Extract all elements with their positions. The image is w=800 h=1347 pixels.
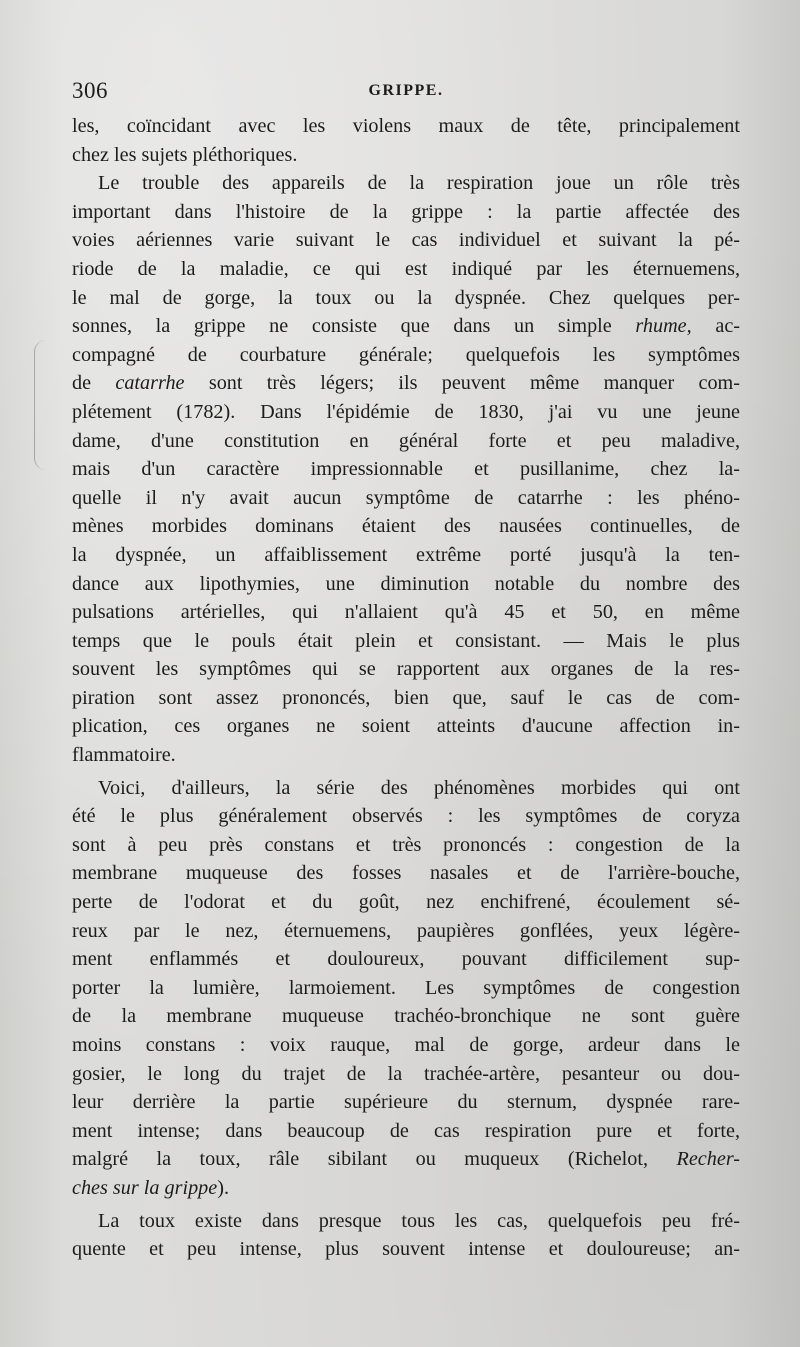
paragraph bbox=[72, 169, 740, 769]
text-line: chez les sujets pléthoriques. bbox=[72, 143, 298, 166]
text-line: de la membrane muqueuse trachéo-bronchique ne sont guère bbox=[72, 1005, 740, 1028]
text-line: piration sont assez prononcés, bien que, sauf le cas de com- bbox=[72, 686, 740, 709]
paragraph bbox=[72, 774, 740, 1203]
text-line: sont à peu près constans et très prononcés : congestion de la bbox=[72, 833, 740, 856]
text-line: La toux existe dans presque tous les cas, quelquefois peu fré- bbox=[98, 1209, 740, 1232]
text-line: leur derrière la partie supérieure du sternum, dyspnée rare- bbox=[72, 1091, 740, 1114]
text-line: malgré la toux, râle sibilant ou muqueux (Richelot, Recher- bbox=[72, 1148, 740, 1171]
body-text bbox=[72, 112, 740, 1264]
text-line: été le plus généralement observés : les symptômes de coryza bbox=[72, 805, 740, 828]
running-title: GRIPPE. bbox=[368, 82, 444, 99]
text-line: ment intense; dans beaucoup de cas respiration pure et forte, bbox=[72, 1119, 740, 1142]
text-line: Le trouble des appareils de la respiration joue un rôle très bbox=[98, 172, 740, 195]
text-line: les, coïncidant avec les violens maux de tête, principalement bbox=[72, 115, 740, 137]
text-line: dance aux lipothymies, une diminution notable du nombre des bbox=[72, 572, 740, 595]
text-line: riode de la maladie, ce qui est indiqué par les éternuemens, bbox=[72, 257, 740, 280]
text-line: dame, d'une constitution en général forte et peu maladive, bbox=[72, 429, 740, 452]
text-line: quelle il n'y avait aucun symptôme de catarrhe : les phéno- bbox=[72, 486, 740, 509]
text-line: flammatoire. bbox=[72, 744, 176, 767]
text-line: mais d'un caractère impressionnable et pusillanime, chez la- bbox=[72, 458, 740, 481]
text-line: moins constans : voix rauque, mal de gorge, ardeur dans le bbox=[72, 1034, 740, 1056]
text-line: la dyspnée, un affaiblissement extrême porté jusqu'à la ten- bbox=[72, 543, 740, 566]
text-line: mènes morbides dominans étaient des nausées continuelles, de bbox=[72, 515, 740, 538]
text-line: membrane muqueuse des fosses nasales et de l'arrière-bouche, bbox=[72, 862, 740, 885]
text-line: quente et peu intense, plus souvent intense et douloureuse; an- bbox=[72, 1238, 740, 1261]
text-line: voies aériennes varie suivant le cas individuel et suivant la pé- bbox=[72, 229, 740, 252]
text-line: important dans l'histoire de la grippe : la partie affectée des bbox=[72, 200, 740, 223]
text-line: perte de l'odorat et du goût, nez enchifrené, écoulement sé- bbox=[72, 891, 740, 914]
text-line: sonnes, la grippe ne consiste que dans un simple rhume, ac- bbox=[72, 315, 740, 338]
text-line: souvent les symptômes qui se rapportent aux organes de la res- bbox=[72, 658, 740, 681]
text-line: temps que le pouls était plein et consistant. — Mais le plus bbox=[72, 629, 740, 652]
page-header bbox=[72, 78, 740, 108]
text-line: ment enflammés et douloureux, pouvant difficilement sup- bbox=[72, 948, 740, 971]
text-line: ches sur la grippe). bbox=[72, 1176, 230, 1199]
margin-pencil-mark bbox=[34, 340, 49, 470]
paragraph bbox=[72, 1207, 740, 1264]
paragraph bbox=[72, 112, 740, 169]
text-line: gosier, le long du trajet de la trachée-artère, pesanteur ou dou- bbox=[72, 1062, 740, 1085]
page-number: 306 bbox=[72, 78, 108, 103]
text-line: Voici, d'ailleurs, la série des phénomènes morbides qui ont bbox=[98, 776, 740, 799]
text-line: de catarrhe sont très légers; ils peuvent même manquer com- bbox=[72, 372, 740, 395]
text-line: plétement (1782). Dans l'épidémie de 1830, j'ai vu une jeune bbox=[72, 400, 740, 423]
text-line: compagné de courbature générale; quelquefois les symptômes bbox=[72, 343, 740, 366]
text-line: pulsations artérielles, qui n'allaient qu'à 45 et 50, en même bbox=[72, 601, 740, 624]
text-line: le mal de gorge, la toux ou la dyspnée. Chez quelques per- bbox=[72, 286, 740, 309]
text-line: reux par le nez, éternuemens, paupières gonflées, yeux légère- bbox=[72, 919, 740, 942]
text-line: porter la lumière, larmoiement. Les symptômes de congestion bbox=[72, 976, 740, 999]
text-line: plication, ces organes ne soient atteints d'aucune affection in- bbox=[72, 715, 740, 738]
